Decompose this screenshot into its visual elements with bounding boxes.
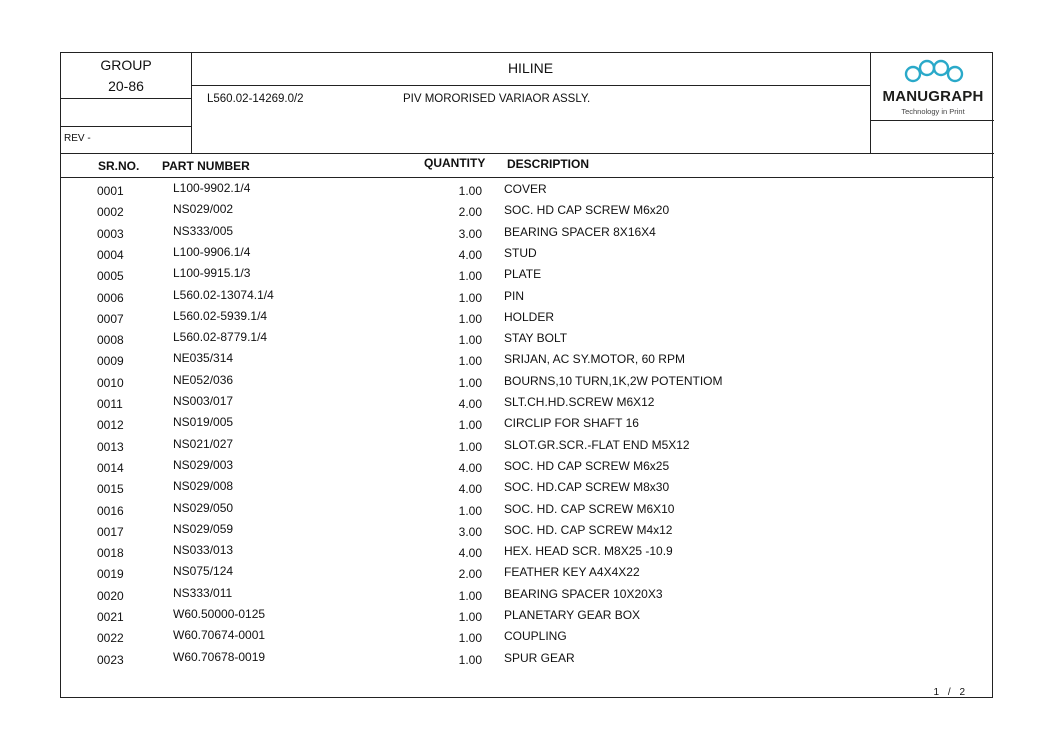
description-cell: SOC. HD. CAP SCREW M6X10 — [504, 501, 675, 516]
description-cell: FEATHER KEY A4X4X22 — [504, 565, 640, 580]
part-number-cell: NS029/003 — [173, 457, 234, 472]
divider — [61, 153, 994, 154]
column-header-part-number: PART NUMBER — [162, 159, 250, 173]
part-number-cell: NE052/036 — [173, 372, 234, 387]
description-cell: PLATE — [504, 267, 542, 282]
description-cell: SPUR GEAR — [504, 650, 575, 665]
description-cell: STAY BOLT — [504, 331, 568, 346]
part-number-cell: W60.70674-0001 — [173, 628, 266, 643]
rev-label: REV - — [64, 133, 91, 144]
sr-no-cell: 0009 — [97, 354, 124, 369]
part-number-cell: NS029/008 — [173, 479, 234, 494]
part-number-cell: W60.70678-0019 — [173, 649, 266, 664]
group-number: 20-86 — [108, 78, 144, 94]
part-number-cell: NE035/314 — [173, 351, 234, 366]
sr-no-cell: 0015 — [97, 482, 124, 497]
assembly-name: PIV MORORISED VARIAOR ASSLY. — [403, 93, 591, 105]
sr-no-cell: 0020 — [97, 588, 124, 603]
description-cell: BEARING SPACER 10X20X3 — [504, 586, 663, 601]
quantity-cell: 1.00 — [458, 375, 482, 390]
part-number-cell: L100-9906.1/4 — [173, 244, 251, 259]
quantity-cell: 1.00 — [458, 439, 482, 454]
sr-no-cell: 0003 — [97, 226, 124, 241]
description-cell: CIRCLIP FOR SHAFT 16 — [504, 416, 639, 431]
sr-no-cell: 0011 — [97, 397, 123, 411]
sr-no-cell: 0014 — [97, 460, 124, 475]
part-number-cell: W60.50000-0125 — [173, 607, 266, 621]
quantity-cell: 2.00 — [458, 567, 482, 582]
quantity-cell: 1.00 — [458, 418, 482, 433]
divider — [61, 126, 191, 127]
quantity-cell: 4.00 — [458, 397, 482, 411]
sr-no-cell: 0018 — [97, 546, 124, 561]
sr-no-cell: 0022 — [97, 631, 124, 646]
group-label: GROUP — [100, 57, 152, 73]
current-page: 1 — [933, 687, 940, 698]
sr-no-cell: 0013 — [97, 439, 124, 454]
sr-no-cell: 0002 — [97, 205, 124, 220]
sr-no-cell: 0017 — [97, 524, 124, 539]
quantity-cell: 3.00 — [458, 524, 482, 539]
part-number-cell: L560.02-5939.1/4 — [173, 308, 268, 323]
sr-no-cell: 0023 — [97, 652, 124, 667]
quantity-cell: 4.00 — [458, 482, 482, 497]
sr-no-cell: 0001 — [97, 184, 124, 198]
column-header-sr-no: SR.NO. — [98, 159, 140, 173]
description-cell: SOC. HD. CAP SCREW M4x12 — [504, 522, 673, 537]
divider — [870, 120, 994, 121]
part-number-cell: NS333/011 — [173, 585, 233, 600]
sr-no-cell: 0006 — [97, 290, 124, 305]
assembly-number: L560.02-14269.0/2 — [207, 93, 304, 105]
description-cell: SOC. HD CAP SCREW M6x25 — [504, 458, 670, 473]
quantity-cell: 1.00 — [458, 631, 482, 646]
description-cell: SLOT.GR.SCR.-FLAT END M5X12 — [504, 437, 690, 452]
quantity-cell: 1.00 — [458, 503, 482, 518]
part-number-cell: L560.02-8779.1/4 — [173, 330, 268, 345]
part-number-cell: NS075/124 — [173, 564, 234, 579]
part-number-cell: L560.02-13074.1/4 — [173, 287, 274, 302]
description-cell: SLT.CH.HD.SCREW M6X12 — [504, 395, 655, 409]
part-number-cell: NS029/002 — [173, 202, 234, 217]
logo-rings-icon — [902, 57, 964, 85]
description-cell: BOURNS,10 TURN,1K,2W POTENTIOM — [504, 373, 723, 388]
part-number-cell: NS019/005 — [173, 415, 234, 430]
quantity-cell: 1.00 — [458, 652, 482, 667]
part-number-cell: NS003/017 — [173, 394, 234, 408]
quantity-cell: 1.00 — [458, 610, 482, 624]
description-cell: STUD — [504, 245, 537, 260]
sr-no-cell: 0012 — [97, 418, 124, 433]
sr-no-cell: 0004 — [97, 247, 124, 262]
total-pages: 2 — [959, 687, 965, 698]
column-header-description: DESCRIPTION — [507, 157, 590, 171]
description-cell: SOC. HD CAP SCREW M6x20 — [504, 203, 670, 218]
sr-no-cell: 0021 — [97, 610, 124, 624]
sr-no-cell: 0008 — [97, 333, 124, 348]
logo-brand: MANUGRAPH — [882, 88, 984, 105]
company-logo — [872, 53, 994, 120]
description-cell: PLANETARY GEAR BOX — [504, 608, 641, 622]
sr-no-cell: 0010 — [97, 375, 124, 390]
divider — [191, 85, 870, 86]
part-number-cell: NS029/050 — [173, 500, 234, 515]
quantity-cell: 2.00 — [458, 205, 482, 220]
quantity-cell: 4.00 — [458, 460, 482, 475]
sr-no-cell: 0016 — [97, 503, 124, 518]
part-number-cell: NS021/027 — [173, 436, 234, 451]
description-cell: PIN — [504, 288, 525, 303]
quantity-cell: 4.00 — [458, 247, 482, 262]
description-cell: SOC. HD.CAP SCREW M8x30 — [504, 480, 670, 495]
page-separator: / — [947, 687, 951, 698]
quantity-cell: 4.00 — [458, 546, 482, 561]
part-number-cell: L100-9902.1/4 — [173, 181, 251, 195]
quantity-cell: 3.00 — [458, 226, 482, 241]
sr-no-cell: 0005 — [97, 269, 124, 284]
part-number-cell: NS333/005 — [173, 223, 234, 238]
description-cell: COVER — [504, 182, 547, 196]
quantity-cell: 1.00 — [458, 184, 482, 198]
divider — [61, 98, 191, 99]
parts-list-sheet — [60, 52, 993, 698]
sr-no-cell: 0019 — [97, 567, 124, 582]
page-title: HILINE — [507, 60, 554, 76]
divider — [870, 53, 871, 153]
quantity-cell: 1.00 — [458, 333, 482, 348]
quantity-cell: 1.00 — [458, 269, 482, 284]
part-number-cell: L100-9915.1/3 — [173, 266, 251, 281]
description-cell: HEX. HEAD SCR. M8X25 -10.9 — [504, 544, 673, 559]
page-number — [934, 687, 965, 698]
quantity-cell: 1.00 — [458, 354, 482, 369]
divider — [61, 177, 994, 178]
quantity-cell: 1.00 — [458, 290, 482, 305]
description-cell: SRIJAN, AC SY.MOTOR, 60 RPM — [504, 352, 685, 367]
quantity-cell: 1.00 — [458, 311, 482, 326]
logo-tagline: Technology in Print — [901, 107, 965, 116]
part-number-cell: NS033/013 — [173, 543, 234, 558]
description-cell: BEARING SPACER 8X16X4 — [504, 224, 656, 239]
column-header-quantity: QUANTITY — [424, 156, 486, 170]
sr-no-cell: 0007 — [97, 311, 124, 326]
description-cell: COUPLING — [504, 629, 567, 644]
part-number-cell: NS029/059 — [173, 521, 234, 536]
quantity-cell: 1.00 — [458, 588, 482, 603]
description-cell: HOLDER — [504, 309, 555, 324]
